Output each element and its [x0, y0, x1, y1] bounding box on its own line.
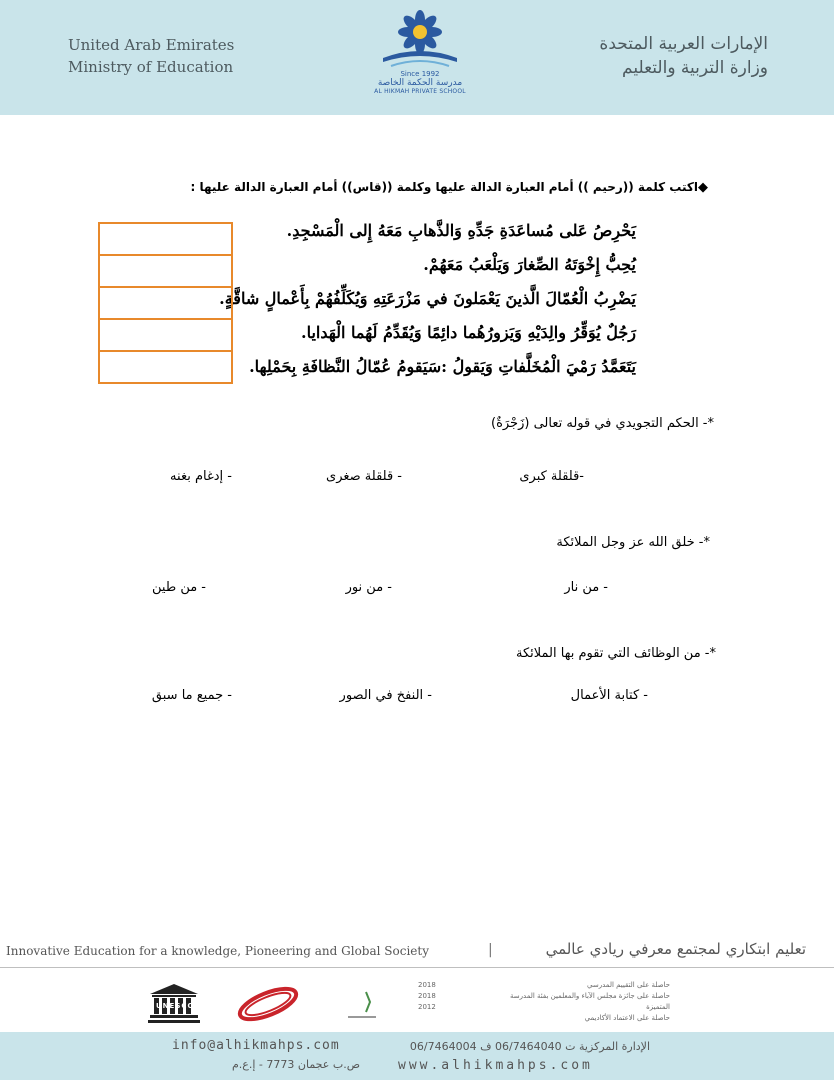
swoosh-icon: [236, 984, 300, 1024]
q3-option-3[interactable]: - جميع ما سبق: [151, 688, 232, 703]
q1-option-1[interactable]: -قلقلة كبرى: [519, 469, 584, 484]
sentence-1: يَحْرِصُ عَلى مُساعَدَةِ جَدِّهِ وَالذَّهابِ مَعَهُ إِلى الْمَسْجِدِ.: [286, 221, 636, 240]
q2-option-2[interactable]: - من نور: [345, 580, 392, 595]
footer-pobox: ص.ب عجمان 7773 - إ.ع.م: [232, 1058, 360, 1071]
header-arabic: [599, 32, 768, 80]
answer-box-2[interactable]: [98, 254, 233, 286]
logo-since: Since 1992: [400, 70, 440, 78]
question-2: *- خلق الله عز وجل الملائكة: [556, 535, 710, 550]
crescent-icon: [340, 982, 384, 1022]
header-country-ar: الإمارات العربية المتحدة: [599, 34, 768, 54]
award-year-3: 2012: [418, 1003, 436, 1011]
crescent-award-logo: [340, 982, 384, 1022]
footer-website[interactable]: www.alhikmahps.com: [398, 1058, 593, 1073]
page-header: [0, 0, 834, 115]
question-1: *- الحكم التجويدي في قوله تعالى (زَجْرَةٌ): [491, 416, 714, 431]
q3-option-2[interactable]: - النفخ في الصور: [339, 688, 432, 703]
award-descriptions: [490, 980, 670, 1024]
instruction-text: اكتب كلمة ((رحيم )) أمام العبارة الدالة عليها وكلمة ((قاس)) أمام العبارة الدالة عليها :: [190, 180, 698, 194]
logo-arabic-name: مدرسة الحكمة الخاصة: [377, 78, 463, 88]
footer-divider: [0, 967, 834, 968]
footer-slogan-english: Innovative Education for a knowledge, Pioneering and Global Society: [6, 944, 429, 958]
unesco-label: UNESCO: [156, 1002, 195, 1010]
award-year-1: 2018: [418, 981, 436, 989]
q1-option-2[interactable]: - قلقلة صغرى: [326, 469, 402, 484]
award-line-1: حاصلة على التقييم المدرسي: [587, 981, 670, 989]
answer-box-1[interactable]: [98, 222, 233, 254]
sentence-3: يَضْرِبُ الْعُمّالَ الَّذينَ يَعْمَلونَ في مَزْرَعَتِهِ وَيُكَلِّفُهُمْ بِأَعْمالٍ شاقَّةٍ.: [219, 289, 636, 308]
footer-email[interactable]: info@alhikmahps.com: [172, 1038, 340, 1053]
footer-slogan-arabic: تعليم ابتكاري لمجتمع معرفي ريادي عالمي: [545, 940, 806, 958]
sentence-4: رَجُلٌ يُوَقِّرُ والِدَيْهِ وَيَزورُهُما دائِمًا وَيُقَدِّمُ لَهُما الْهَدايا.: [301, 323, 636, 342]
q1-option-3[interactable]: - إدغام بغنه: [170, 469, 232, 484]
exercise-instruction: [190, 180, 708, 195]
answer-box-3[interactable]: [98, 286, 233, 318]
header-country-en: United Arab Emirates: [68, 36, 235, 54]
footer-slogan-separator: |: [488, 942, 493, 958]
diamond-bullet-icon: ◆: [698, 180, 708, 195]
answer-boxes: [98, 222, 235, 384]
q3-option-1[interactable]: - كتابة الأعمال: [570, 688, 648, 703]
header-ministry-ar: وزارة التربية والتعليم: [622, 58, 768, 78]
answer-box-4[interactable]: [98, 318, 233, 350]
school-logo: [370, 10, 470, 112]
q2-option-3[interactable]: - من طين: [152, 580, 206, 595]
school-emblem-icon: [377, 10, 463, 72]
award-line-3: حاصلة على الاعتماد الأكاديمي: [584, 1014, 670, 1022]
header-ministry-en: Ministry of Education: [68, 58, 234, 76]
award-swoosh-logo: [236, 984, 300, 1024]
award-year-2: 2018: [418, 992, 436, 1000]
answer-box-5[interactable]: [98, 350, 233, 384]
question-3: *- من الوظائف التي تقوم بها الملائكة: [516, 646, 716, 661]
award-line-2: حاصلة على جائزة مجلس الآباء والمعلمين بفئة المدرسة المتميزة: [510, 992, 670, 1011]
sentence-2: يُحِبُّ إِخْوَتَهُ الصِّغارَ وَيَلْعَبُ مَعَهُمْ.: [423, 255, 636, 274]
footer-phone: الإدارة المركزية ت 06/7464040 ف 06/7464004: [409, 1040, 650, 1053]
sentence-5: يَتَعَمَّدُ رَمْيَ الْمُخَلَّفاتِ وَيَقولُ :سَيَقومُ عُمّالُ النَّظافَةِ بِحَمْلِها.: [249, 357, 636, 376]
q2-option-1[interactable]: - من نار: [564, 580, 608, 595]
header-english: [68, 34, 234, 78]
logo-english-name: AL HIKMAH PRIVATE SCHOOL: [374, 88, 466, 95]
award-years: [418, 980, 436, 1013]
